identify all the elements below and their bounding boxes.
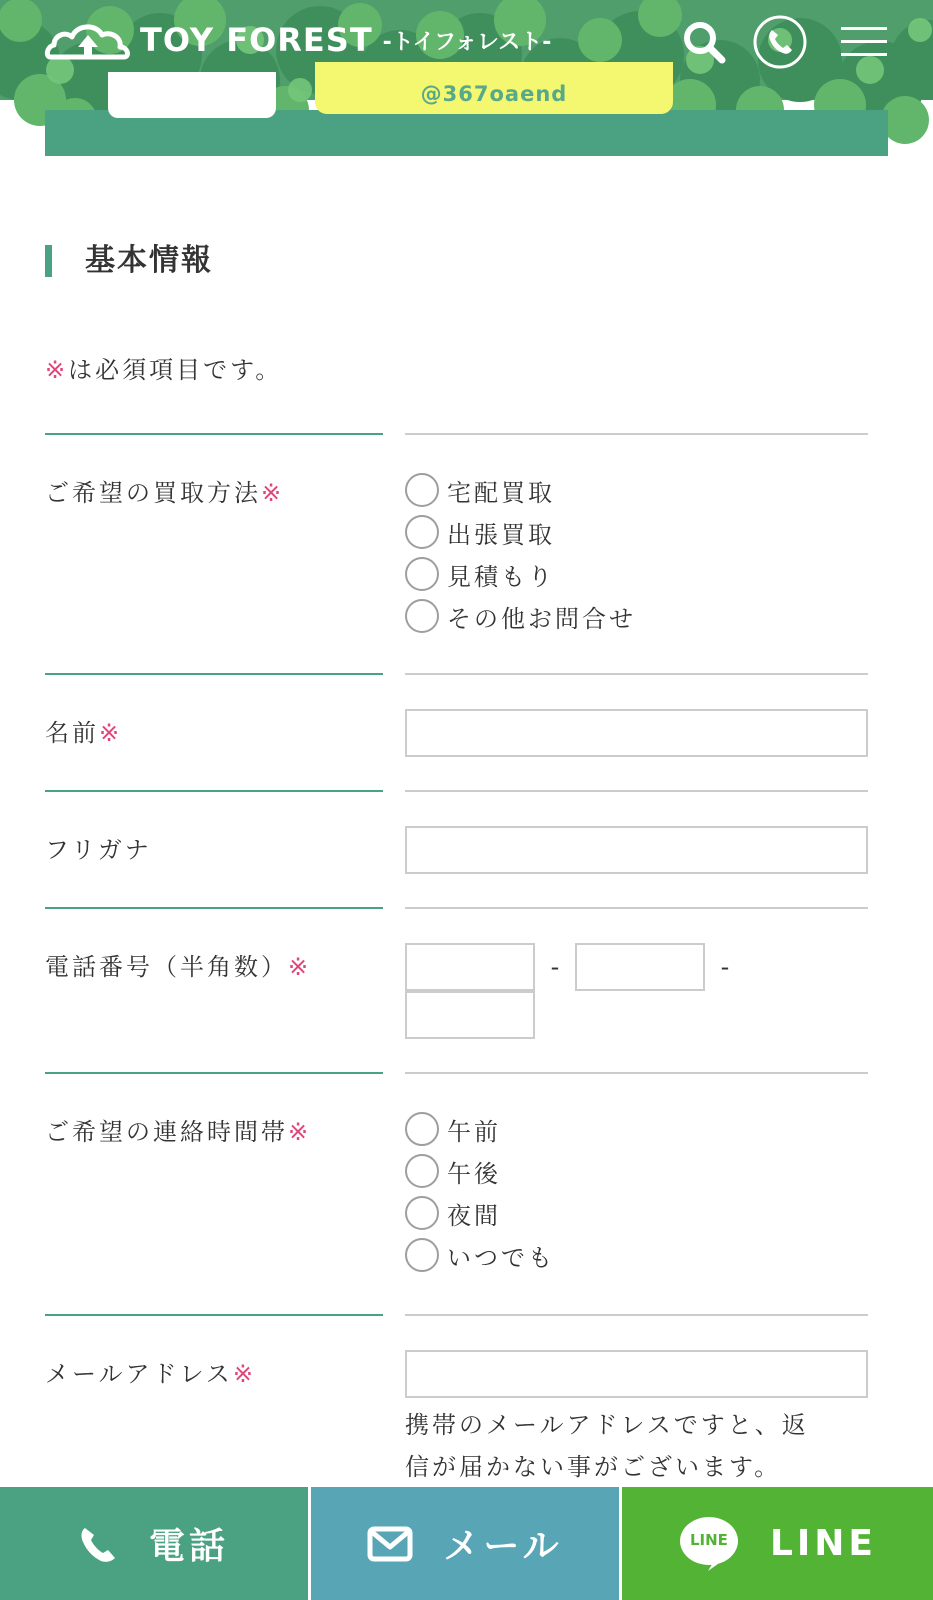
radio-circle[interactable] (405, 515, 439, 549)
search-icon (681, 19, 727, 65)
phone-field-wrap (405, 943, 868, 1039)
mail-icon (367, 1526, 413, 1562)
radio-circle[interactable] (405, 473, 439, 507)
row-divider-right (405, 1072, 868, 1074)
purchase-method-label (45, 473, 284, 508)
name-label-text: 名前 (45, 719, 99, 747)
required-mark: ※ (261, 479, 285, 507)
furigana-input[interactable] (405, 826, 868, 874)
radio-afternoon[interactable] (405, 1150, 868, 1192)
radio-label: 宅配買取 (447, 478, 555, 507)
promo-banner-line-id[interactable] (315, 62, 673, 114)
required-note (45, 350, 282, 385)
radio-circle[interactable] (405, 1196, 439, 1230)
email-label (45, 1354, 256, 1389)
row-divider-left (45, 790, 383, 792)
form-row-purchase-method (45, 433, 868, 673)
row-divider-left (45, 907, 383, 909)
mail-button[interactable] (311, 1487, 622, 1600)
radio-anytime[interactable] (405, 1234, 868, 1276)
radio-night[interactable] (405, 1192, 868, 1234)
logo-wordmark: TOY FOREST (140, 21, 373, 59)
radio-circle[interactable] (405, 557, 439, 591)
email-label-text: メールアドレス (45, 1360, 233, 1388)
form-row-furigana (45, 790, 868, 908)
row-divider-right (405, 433, 868, 435)
bottom-contact-bar (0, 1487, 933, 1600)
email-hint-line-1: 携帯のメールアドレスですと、返 (405, 1411, 809, 1439)
email-field-wrap (405, 1350, 868, 1488)
radio-morning[interactable] (405, 1108, 868, 1150)
radio-label: 夜間 (447, 1201, 501, 1230)
phone-separator: - (550, 953, 560, 981)
row-divider-right (405, 1314, 868, 1316)
radio-label: いつでも (447, 1243, 555, 1272)
promo-banner-left (108, 72, 276, 118)
cloud-tree-icon (44, 17, 132, 63)
radio-label: 出張買取 (447, 520, 555, 549)
mail-button-label: メール (443, 1526, 563, 1567)
name-input[interactable] (405, 709, 868, 757)
radio-circle[interactable] (405, 1238, 439, 1272)
email-hint-line-2: 信が届かない事がございます。 (405, 1453, 782, 1481)
promo-line-id-text: @367oaend (420, 82, 568, 106)
phone-separator: - (720, 953, 730, 981)
radio-label: 見積もり (447, 562, 555, 591)
menu-button[interactable] (838, 14, 890, 70)
radio-circle[interactable] (405, 1112, 439, 1146)
phone-button[interactable] (752, 14, 808, 70)
radio-takuhai[interactable] (405, 469, 868, 511)
required-note-text: は必須項目です。 (68, 356, 283, 384)
required-mark: ※ (288, 953, 312, 981)
phone-icon (752, 14, 808, 70)
form-row-contact-time (45, 1072, 868, 1315)
email-hint (405, 1404, 868, 1488)
site-header (0, 0, 933, 160)
phone-input-1[interactable] (405, 943, 535, 991)
line-button-label: LINE (769, 1523, 878, 1564)
required-mark: ※ (99, 719, 123, 747)
required-mark: ※ (232, 1360, 256, 1388)
contact-time-options (405, 1108, 868, 1276)
radio-circle[interactable] (405, 1154, 439, 1188)
tel-button-label: 電話 (148, 1526, 229, 1567)
form-row-name (45, 673, 868, 791)
phone-label (45, 947, 311, 982)
radio-label: 午後 (447, 1159, 501, 1188)
logo-subtitle: -トイフォレスト- (382, 29, 552, 55)
row-divider-left (45, 1072, 383, 1074)
required-mark: ※ (288, 1118, 312, 1146)
row-divider-left (45, 433, 383, 435)
menu-icon (841, 22, 887, 62)
search-button[interactable] (676, 14, 732, 70)
tel-button[interactable] (0, 1487, 311, 1600)
line-icon (678, 1515, 740, 1573)
radio-label: その他お問合せ (447, 604, 636, 633)
form-row-phone (45, 907, 868, 1073)
radio-label: 午前 (447, 1117, 501, 1146)
row-divider-left (45, 673, 383, 675)
row-divider-right (405, 673, 868, 675)
purchase-method-options (405, 469, 868, 637)
row-divider-left (45, 1314, 383, 1316)
required-mark: ※ (45, 356, 69, 384)
name-field-wrap (405, 709, 868, 757)
row-divider-right (405, 907, 868, 909)
site-logo[interactable] (44, 16, 551, 64)
radio-mitsumori[interactable] (405, 553, 868, 595)
row-divider-right (405, 790, 868, 792)
phone-input-3[interactable] (405, 991, 535, 1039)
furigana-field-wrap (405, 826, 868, 874)
line-icon-badge-text: LINE (689, 1530, 728, 1549)
radio-other-inquiry[interactable] (405, 595, 868, 637)
section-title: 基本情報 (45, 244, 213, 278)
furigana-label: フリガナ (45, 836, 152, 864)
contact-time-label (45, 1112, 311, 1147)
purchase-method-label-text: ご希望の買取方法 (45, 479, 261, 507)
phone-input-2[interactable] (575, 943, 705, 991)
radio-shutcho[interactable] (405, 511, 868, 553)
contact-time-label-text: ご希望の連絡時間帯 (45, 1118, 288, 1146)
line-button[interactable] (622, 1487, 933, 1600)
email-input[interactable] (405, 1350, 868, 1398)
phone-icon (79, 1524, 119, 1564)
phone-label-text: 電話番号（半角数） (45, 953, 288, 981)
radio-circle[interactable] (405, 599, 439, 633)
name-label (45, 713, 122, 748)
form-row-email (45, 1314, 868, 1494)
